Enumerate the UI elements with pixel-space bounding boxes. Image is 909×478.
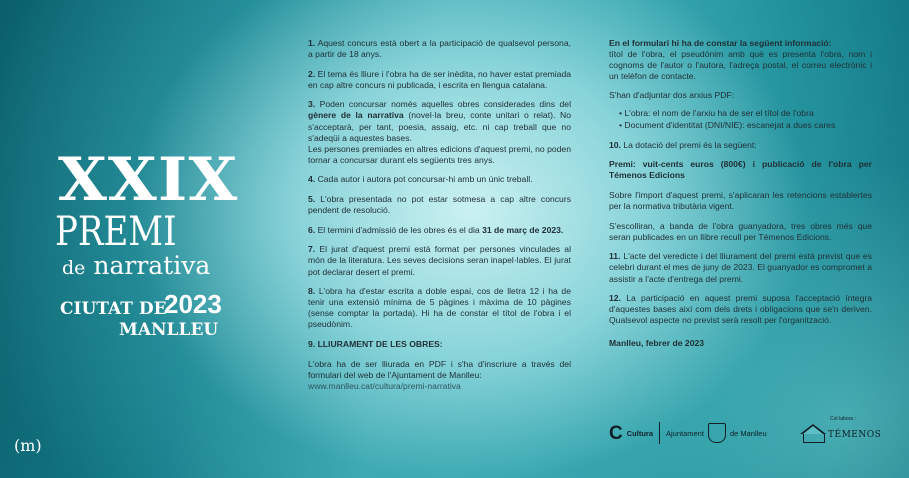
colabora-label: Col·labora : [830, 416, 856, 422]
tax-text: Sobre l'import d'aquest premi, s'aplicaran les retencions establertes per la normativa tributària vigent. [609, 189, 872, 212]
published-text: S'escolliran, a banda de l'obra guanyadora, tres obres més que seran publicades en un llibre recull per Témenos Edicions. [609, 220, 872, 242]
title-narrativa [62, 253, 210, 278]
cultura-label: Cultura [626, 428, 653, 438]
rule-12: 12. La participació en aquest premi suposa l'acceptació íntegra d'aquestes bases així com dels drets i obligacions que se'n deriven. Qualsevol aspecte no previst serà resolt per l'organització. [609, 293, 872, 326]
cultura-c-icon: C [609, 422, 623, 444]
rule-9-heading: 9. LLIURAMENT DE LES OBRES: [308, 338, 443, 349]
attach-list [609, 108, 872, 130]
title-premi: PREMI [55, 209, 177, 255]
rule-10: 10. La dotació del premi és la següent: [609, 139, 757, 150]
rule-9-text: L'obra ha de ser lliurada en PDF i s'ha d'inscriure a través del formulari del web de l'Ajuntament de Manlleu: www.manlleu.cat/cultura/premi-narrativa [308, 358, 571, 391]
title-de: de [62, 257, 86, 279]
list-item: • L'obra: el nom de l'arxiu ha de ser el títol de l'obra [619, 108, 872, 119]
temenos-name: TÉMENOS [828, 430, 882, 440]
title-year: 2023 [164, 289, 222, 319]
rule-2: 2. El tema és lliure i l'obra ha de ser inèdita, no haver estat premiada en cap altre concurs ni publicada, i escrita en llengua catalana. [308, 68, 572, 90]
title-city: MANLLEU [119, 320, 219, 340]
attach-heading: S'han d'adjuntar dos arxius PDF: [609, 90, 735, 101]
form-info: En el formulari hi ha de constar la següent informació: títol de l'obra, el pseudònim amb què es presenta l'obra, nom i cognoms de l'autor o l'autora, l'adreça postal, el correu electrònic i un telèfon de contacte. [609, 38, 872, 82]
rule-5: 5. L'obra presentada no pot estar sotmesa a cap altre concurs pendent de resolució. [308, 194, 571, 216]
list-item: • Document d'identitat (DNI/NIE): escanejat a dues cares [619, 120, 872, 131]
de-manlleu-label: de Manlleu [729, 428, 767, 438]
rule-11: 11. L'acte del veredicte i del lliurament del premi està previst que es celebri durant el mes de juny de 2023. El guanyador es compromet a assistir a l'acte d'entrega del premi. [609, 251, 873, 284]
rules-column-left [308, 38, 571, 392]
divider [659, 422, 660, 444]
ajuntament-label: Ajuntament [665, 428, 704, 438]
manlleu-logo-icon: (m) [14, 436, 42, 455]
rules-column-right [609, 38, 872, 358]
rule-1: 1. Aquest concurs està obert a la participació de qualsevol persona, a partir de 18 anys. [308, 38, 571, 60]
coat-of-arms-icon [708, 423, 726, 443]
prize-text: Premi: vuit-cents euros (800€) i publicació de l'obra per Témenos Edicions [609, 159, 872, 181]
edition-number: XXIX [58, 145, 239, 215]
title-ciutat-de: CIUTAT DE [60, 299, 167, 319]
signoff: Manlleu, febrer de 2023 [609, 338, 705, 349]
rule-8: 8. L'obra ha d'estar escrita a doble espai, cos de lletra 12 i ha de tenir una extensió mínima de 5 pàgines i màxima de 10 pàgines (sense comptar la portada). Hi ha de constar el títol de l'obra i el pseudònim. [308, 286, 571, 330]
title-narrativa-word: narrativa [93, 251, 211, 280]
temple-base-icon [803, 434, 825, 443]
submission-link[interactable]: www.manlleu.cat/cultura/premi-narrativa [308, 380, 461, 391]
rule-6: 6. El termini d'admissió de les obres és el dia 31 de març de 2023. [308, 224, 564, 235]
rule-7: 7. El jurat d'aquest premi està format per persones vinculades al món de la literatura. Les seves decisions seran inapel·lables. El jurat pot declarar desert el premi. [308, 244, 571, 277]
rule-3: 3. Poden concursar només aquelles obres considerades dins del gènere de la narrativa (novel·la breu, conte unitari o relat). No s'acceptarà, per tant, poesia, assaig, etc. ni cap treball que no s'adeqüi a aquestes bases. Les persones premiades en altres edicions d'aquest premi, no poden tornar a concursar durant els següents tres anys. [308, 99, 571, 165]
temple-roof-icon [800, 424, 826, 434]
rule-4: 4. Cada autor i autora pot concursar-hi amb un únic treball. [308, 174, 533, 185]
